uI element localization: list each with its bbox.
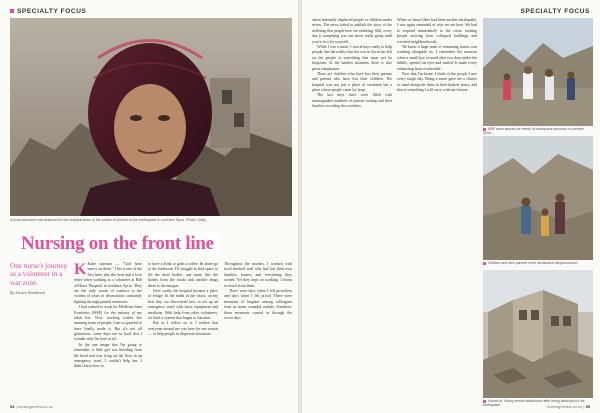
- photo-msf-team-caption: MSF team assess the needs of earthquake survivors in northern Syria.: [483, 127, 585, 136]
- photo-destroyed-homes-caption: Homes in Turkey remain abandoned after being destroyed in the earthquake.: [483, 399, 585, 408]
- standfirst-text: One nurse's journey as a volunteer in a war zone.: [10, 262, 68, 287]
- hero-photo-illustration: [10, 18, 292, 216]
- photo-msf-team-illustration: [483, 18, 593, 126]
- paragraph: I had wanted to work for Médecins Sans Frontières (MSF) for the entirety of my adult life. Now, working within this amazing team of people, I am so grateful to have finally made it. But it's not all glamorous, some days are so hard that I wonder why I'm here at all.: [74, 305, 142, 342]
- photo-msf-team: [483, 18, 593, 126]
- paragraph: There were days when I felt powerless and days when I felt proud. There were moments of laughter among colleagues even as sirens sounded outside. Somehow those moments carried us through the worst days.: [224, 288, 292, 320]
- footer-right: nursingreview.co.nz | 55: [547, 404, 590, 409]
- footer-site: nursingreview.co.nz: [17, 404, 53, 409]
- photo-children-caption: Children and their parents in the devastated neighbourhood.: [483, 261, 593, 265]
- paragraph: When we heard there had been another earthquake, I was again reminded of why we are here. We had to respond immediately to the crisis, treating people arriving from collapsed buildings and wrecked neighbourhoods.: [397, 18, 477, 44]
- section-header-right: SPECIALTY FOCUS: [520, 8, 590, 15]
- paragraph: But as I reflect on it, I realize that everyone around me was here for one reason — to help people in desperate situations.: [148, 321, 218, 337]
- paragraph: The last days there were filled with unimaginable numbers of patient waiting and their families crowding the corridors.: [312, 93, 392, 109]
- caption-marker-icon: [483, 262, 486, 265]
- footer-left: 54 | nursingreview.co.nz: [10, 404, 53, 409]
- paragraph: [74, 262, 142, 305]
- paragraph: Now that I'm home, I think of the people I met every single day. Being a nurse gave me a chance to stand alongside them in their darkest hours, and that is something I will carry with me forever.: [397, 71, 477, 93]
- standfirst: [10, 262, 68, 295]
- hero-caption: A local volunteer has featured for the hospital team in the rubble of victims of the earthquake in northern Syria. Photo: Getty: [10, 218, 206, 222]
- paragraph-text: Katie yartsmu — "God have mercy on them". This is one of the first lines that she hear and a love letter when working as a volunteer at Bab al-Hawa Hospital in northern Syria. They are the only words of comfort to the victims of years of devastation, constantly fighting through painful memories.: [74, 262, 142, 304]
- paragraph: While I was a nurse, I was always ready to help people, but the reality that the war in Syria has left on the people is something that must not be forgotten. In the hardest moments there is also great compassion.: [312, 44, 392, 71]
- right-page: [302, 0, 600, 413]
- right-column-2: [397, 18, 477, 402]
- paragraph: Over weeks the hospital became a place of refuge. In the midst of the chaos, on my first day, we discovered how to set up an emergency ward with basic equipment and medicine. With help from other volunteers, we built a system that began to function.: [148, 288, 218, 320]
- photo-children: [483, 136, 593, 260]
- left-page: [0, 0, 298, 413]
- left-column-1: [74, 262, 142, 402]
- page-number: 55: [585, 404, 590, 409]
- photo-children-illustration: [483, 136, 593, 260]
- section-marker-icon: [10, 9, 14, 13]
- photo-destroyed-homes-illustration: [483, 270, 593, 398]
- page-number: 54: [10, 404, 15, 409]
- paragraph: We knew a huge team of remaining nurses was working alongside us. I remember the moment when a small boy, rescued after two days under the rubble, opened his eyes and smiled. It made every exhausting hour worthwhile.: [397, 44, 477, 71]
- right-column-1: [312, 18, 392, 402]
- paragraph: In the one image that I'm going to remember, a little girl was bleeding from the head and was lying on the floor in an emergency ward. I couldn't help her, I didn't know how to.: [74, 342, 142, 369]
- drop-cap: K: [74, 262, 87, 278]
- paragraph: There are children who have lost their parents and parents who have lost their children. The hospital was not just a place of treatment but a place where people came for hope.: [312, 71, 392, 93]
- photo-destroyed-homes: [483, 270, 593, 398]
- left-column-2: [148, 262, 218, 402]
- paragraph: about internally displaced people or children under seven. The news failed to publish the story of the suffering that people here are enduring. Still, every day is something you can never really grasp until you're in it for yourself.: [312, 18, 392, 44]
- section-header-left: SPECIALTY FOCUS: [10, 8, 86, 15]
- paragraph: to have a drink or grab a coffee, let alone go to the bathroom. I'll struggle to find space to lift the dead bodies; one nurse lifts the bodies from the trucks and another drags them to the morgue.: [148, 262, 218, 288]
- left-column-3: [224, 262, 292, 402]
- byline: By Jessica Wandersal: [10, 289, 45, 295]
- hero-photo: [10, 18, 292, 216]
- article-headline: Nursing on the front line: [16, 232, 219, 256]
- footer-site: nursingreview.co.nz: [547, 404, 583, 409]
- paragraph: Throughout the months, I worked with local medical staff who had lost their own families, homes and everything they owned. Yet they kept on working. I learnt so much from them.: [224, 262, 292, 288]
